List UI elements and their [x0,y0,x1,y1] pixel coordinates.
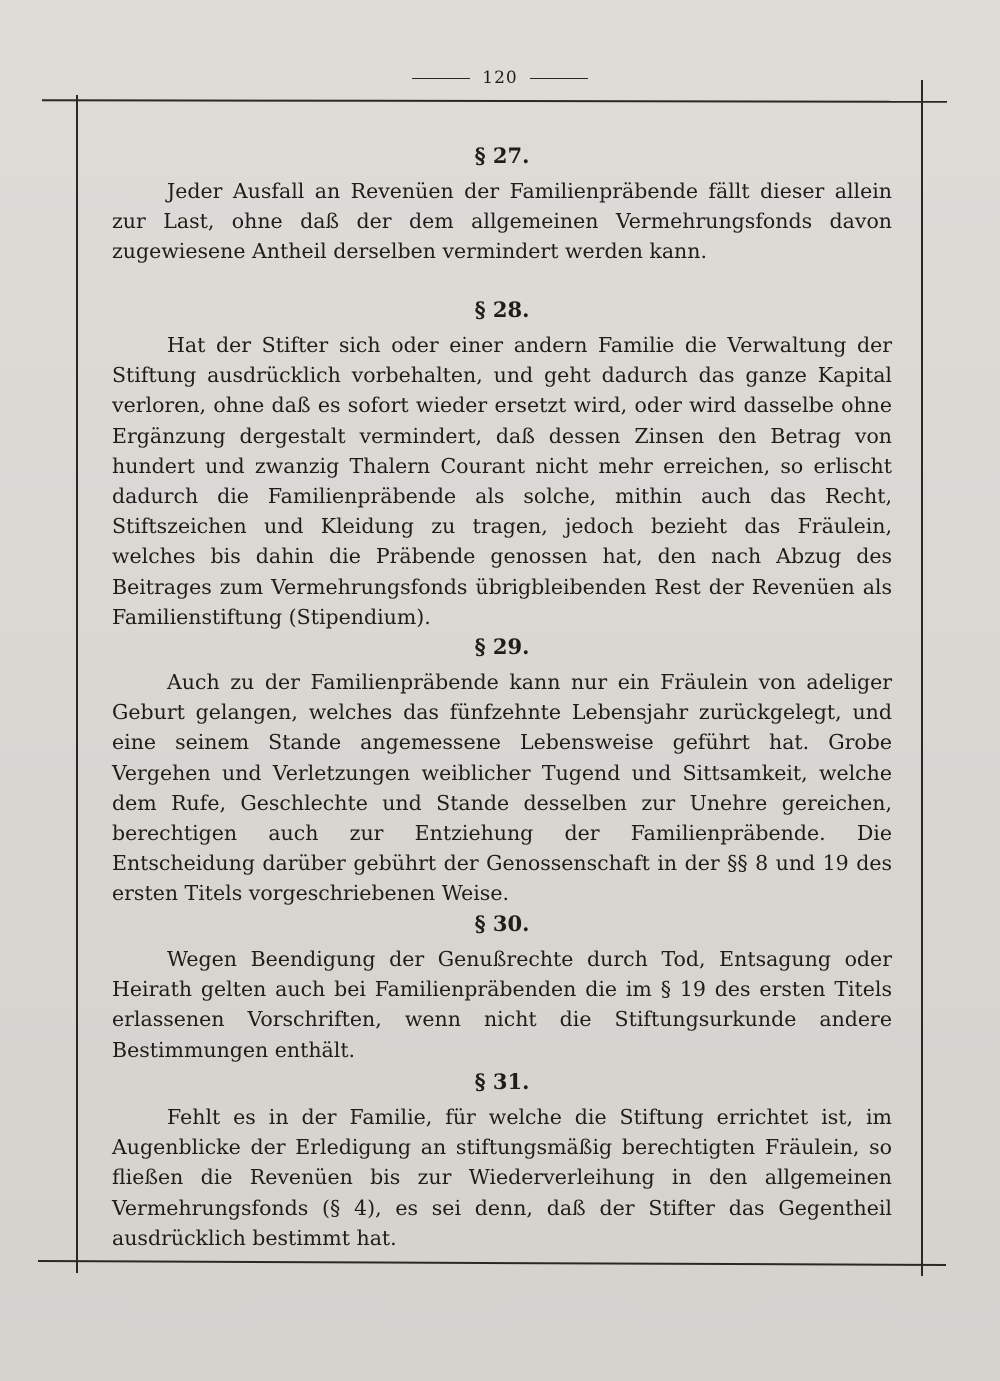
section-paragraph [112,1102,892,1253]
section-heading: § 31. [474,1069,530,1094]
frame-rule-bottom [38,1260,946,1266]
section-28 [112,292,892,632]
page-header [0,68,1000,88]
frame-rule-left [76,95,78,1273]
section-text: Fehlt es in der Familie, für welche die Stiftung errichtet ist, im Augenblicke der Erledigung an stiftungsmäßig berechtigten Fräulein, so fließen die Revenüen bis zur Wiederverleihung in den allgemeinen Vermehrungsfonds (§ 4), es sei denn, daß der Stifter das Gegentheil ausdrücklich bestimmt hat. [112,1105,892,1250]
header-dash-left [412,78,470,79]
section-heading: § 27. [474,143,530,168]
section-29 [112,629,892,909]
section-paragraph [112,667,892,909]
section-31 [112,1064,892,1253]
section-heading: § 30. [474,911,530,936]
section-paragraph [112,944,892,1065]
section-heading: § 28. [474,297,530,322]
section-27 [112,138,892,267]
section-text: Jeder Ausfall an Revenüen der Familienpräbende fällt dieser allein zur Last, ohne daß der dem allgemeinen Vermehrungsfonds davon zugewiesene Antheil derselben vermindert werden kann. [112,179,892,264]
section-text: Hat der Stifter sich oder einer andern Familie die Verwaltung der Stiftung ausdrücklich vorbehalten, und geht dadurch das ganze Kapital verloren, ohne daß es sofort wieder ersetzt wird, oder wird dasselbe ohne Ergänzung dergestalt vermindert, daß dessen Zinsen den Betrag von hundert und zwanzig Thalern Courant nicht mehr erreichen, so erlischt dadurch die Familienpräbende als solche, mithin auch das Recht, Stiftszeichen und Kleidung zu tragen, jedoch bezieht das Fräulein, welches bis dahin die Präbende genossen hat, den nach Abzug des Beitrages zum Vermehrungsfonds übrigbleibenden Rest der Revenüen als Familienstiftung (Stipendium). [112,333,892,629]
section-text: Wegen Beendigung der Genußrechte durch Tod, Entsagung oder Heirath gelten auch bei Familienpräbenden die im § 19 des ersten Titels erlassenen Vorschriften, wenn nicht die Stiftungsurkunde andere Bestimmungen enthält. [112,947,892,1062]
section-text: Auch zu der Familienpräbende kann nur ein Fräulein von adeliger Geburt gelangen, welches das fünfzehnte Lebensjahr zurückgelegt, und eine seinem Stande angemessene Lebensweise geführt hat. Grobe Vergehen und Verletzungen weiblicher Tugend und Sittsamkeit, welche dem Rufe, Geschlechte und Stande desselben zur Unehre gereichen, berechtigen auch zur Entziehung der Familienpräbende. Die Entscheidung darüber gebührt der Genossenschaft in der §§ 8 und 19 des ersten Titels vorgeschriebenen Weise. [112,670,892,906]
section-30 [112,906,892,1065]
page-number: 120 [482,68,518,88]
section-paragraph [112,176,892,267]
section-paragraph [112,330,892,632]
frame-rule-right [921,80,923,1276]
section-heading: § 29. [474,634,530,659]
header-dash-right [530,78,588,79]
frame-rule-top [42,99,947,103]
